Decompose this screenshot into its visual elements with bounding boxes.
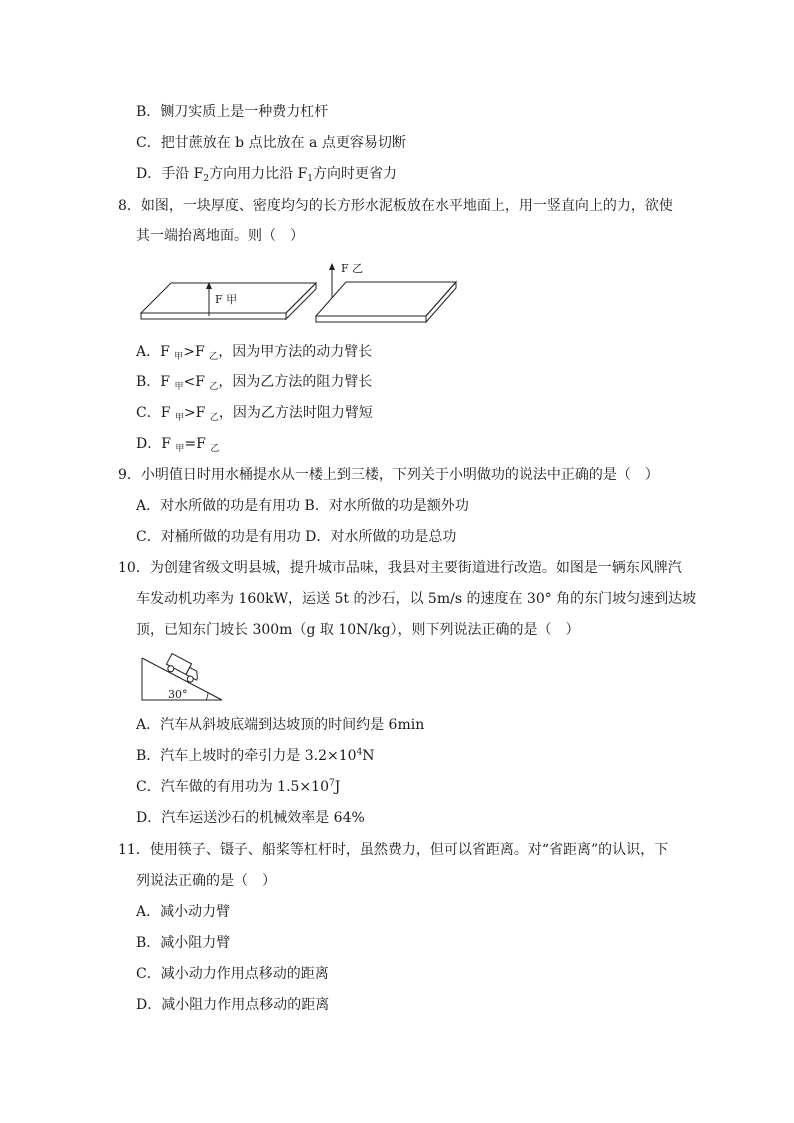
q10-b-exp: 4: [356, 747, 363, 758]
slab-yi: [316, 282, 456, 322]
q11-option-c: C．减小动力作用点移动的距离: [136, 966, 329, 982]
q8-a-sub1: 甲: [174, 352, 184, 362]
q8-a-pre: A．F: [136, 344, 175, 360]
q11-stem-line1: 11．使用筷子、镊子、船桨等杠杆时，虽然费力，但可以省距离。对“省距离”的认识，下: [118, 842, 669, 858]
q10-stem-line2: 车发动机功率为 160kW，运送 5t 的沙石，以 5m/s 的速度在 30° 角的东门坡匀速到达坡: [136, 591, 697, 607]
q8-c-pre: C．F: [136, 405, 175, 421]
q8-option-b: [136, 372, 372, 394]
q8-b-pre: B．F: [136, 374, 175, 390]
q8-b-mid: <F: [183, 374, 210, 390]
q11-option-d: D．减小阻力作用点移动的距离: [136, 997, 330, 1013]
q8-b-post: ，因为乙方法的阻力臂长: [218, 374, 373, 390]
q8-d-sub1: 甲: [175, 444, 185, 454]
q8-option-a: [136, 342, 372, 364]
q8-c-post: ，因为乙方法时阻力臂短: [218, 405, 373, 421]
force-label-yi: F 乙: [341, 262, 364, 275]
q8-option-c: [136, 403, 373, 425]
q11-option-a: A．减小动力臂: [136, 904, 231, 920]
q7-option-d-text-post: 方向时更省力: [313, 166, 398, 182]
q11-option-b: B．减小阻力臂: [136, 935, 231, 951]
q8-c-sub1: 甲: [174, 413, 184, 423]
q8-figure: [136, 258, 476, 328]
q10-stem-line3: 顶，已知东门坡长 300m（g 取 10N/kg），则下列说法正确的是（ ）: [136, 622, 580, 638]
q10-option-a: A．汽车从斜坡底端到达坡顶的时间约是 6min: [136, 717, 425, 733]
q7-option-b: B．铡刀实质上是一种费力杠杆: [136, 104, 329, 120]
q8-b-sub2: 乙: [209, 382, 219, 392]
q10-c-exp: 7: [328, 778, 335, 789]
q7-option-c: C．把甘蔗放在 b 点比放在 a 点更容易切断: [136, 135, 406, 151]
q8-stem-line1: 8．如图，一块厚度、密度均匀的长方形水泥板放在水平地面上，用一竖直向上的力，欲使: [118, 198, 673, 214]
q10-figure: [138, 650, 228, 704]
angle-label: 30°: [168, 688, 188, 701]
q10-option-c: [136, 777, 340, 797]
q9-options-row2: C．对桶所做的功是有用功 D．对水所做的功是总功: [136, 529, 457, 545]
force-arrowhead-yi: [329, 263, 335, 270]
q7-option-d-text-mid: 方向用力比沿 F: [209, 166, 308, 182]
q8-a-mid: >F: [183, 344, 210, 360]
q10-c-pre: C．汽车做的有用功为 1.5×10: [136, 779, 329, 795]
q11-stem-line2: 列说法正确的是（ ）: [136, 873, 276, 889]
q10-stem-line1: 10．为创建省级文明县城，提升城市品味，我县对主要街道进行改造。如图是一辆东风牌汽: [118, 560, 682, 576]
q8-d-sub2: 乙: [210, 444, 220, 454]
q10-b-pre: B．汽车上坡时的牵引力是 3.2×10: [136, 748, 357, 764]
q8-b-sub1: 甲: [174, 382, 184, 392]
q7-option-d-sub1: 2: [203, 174, 210, 184]
force-label-jia: F 甲: [215, 293, 238, 306]
q9-stem: 9．小明值日时用水桶提水从一楼上到三楼，下列关于小明做功的说法中正确的是（ ）: [118, 467, 659, 483]
q7-option-d: [136, 164, 397, 186]
q9-options-row1: A．对水所做的功是有用功 B．对水所做的功是额外功: [136, 498, 469, 514]
q8-c-mid: >F: [183, 405, 210, 421]
q10-b-post: N: [362, 748, 375, 764]
q8-stem-line2: 其一端抬离地面。则（ ）: [136, 228, 304, 244]
angle-arc: [206, 693, 208, 700]
q7-option-d-sub2: 1: [307, 174, 314, 184]
q10-c-post: J: [334, 779, 341, 795]
q8-d-pre: D．F: [136, 436, 176, 452]
q8-d-mid: =F: [184, 436, 211, 452]
q8-c-sub2: 乙: [209, 413, 219, 423]
q10-option-d: D．汽车运送沙石的机械效率是 64%: [136, 810, 365, 826]
q8-a-sub2: 乙: [209, 352, 219, 362]
q7-option-d-text: D．手沿 F: [136, 166, 204, 182]
q8-option-d: [136, 434, 219, 456]
q10-option-b: [136, 746, 375, 766]
q8-a-post: ，因为甲方法的动力臂长: [218, 344, 373, 360]
